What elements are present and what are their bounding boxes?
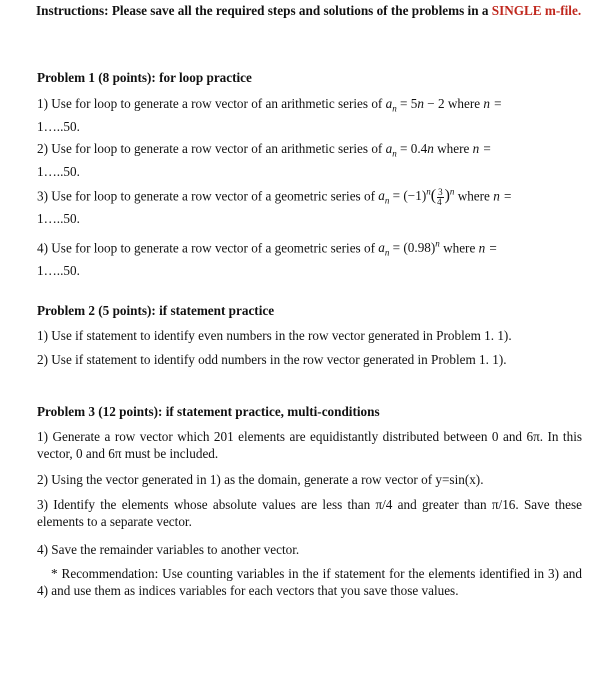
problem1-item-1-formula: $a_n = 5n - 2$ (385, 96, 445, 114)
problem1-item-1-range-var: n = (483, 96, 503, 111)
problem1-item-2-range-var: n = (472, 141, 492, 156)
problem1-item-2-formula: $a_n = 0.4n$ (385, 141, 434, 159)
problem1-item-3 (37, 184, 582, 227)
problem3-item-2: 2) Using the vector generated in 1) as the domain, generate a row vector of y=sin(x). (37, 472, 484, 487)
problem1-item-2-range: 1…..50. (37, 163, 80, 179)
problem1-item-4 (37, 236, 582, 279)
problem1-item-2-text: 2) Use for loop to generate a row vector of an arithmetic series of (37, 141, 383, 156)
problem1-item-2 (37, 140, 582, 180)
problem1-item-3-range: 1…..50. (37, 211, 80, 227)
problem3-recommendation: * Recommendation: Use counting variables in the if statement for the elements identified in 3) and 4) and use them as indices variables for each vectors that you save those values. (37, 566, 582, 598)
problem1-item-3-text: 3) Use for loop to generate a row vector of a geometric series of (37, 188, 375, 204)
problem1-item-1-range: 1…..50. (37, 118, 80, 134)
problem1-item-4-range: 1…..50. (37, 263, 80, 279)
problem1-item-1-where: where (447, 96, 481, 111)
problem1-item-1 (37, 95, 582, 135)
problem2-heading: Problem 2 (5 points): if statement practice (37, 303, 275, 318)
problem1-item-3-formula: $a_n = (-1)^n$( $\frac{3}{4}$ )$^n$ (378, 186, 455, 207)
problem2-item-2: 2) Use if statement to identify odd numbers in the row vector generated in Problem 1. 1). (37, 352, 507, 367)
problem3-item-1: 1) Generate a row vector which 201 elements are equidistantly distributed between 0 and 6π. In this vector, 0 and 6π must be included. (37, 429, 582, 461)
problem1-item-3-range-var: n = (493, 188, 512, 204)
problem1-item-2-where: where (437, 141, 470, 156)
instructions-highlight: SINGLE m-file. (491, 3, 582, 18)
problem1-item-4-where: where (443, 240, 476, 256)
problem1-item-4-formula: $a_n = (0.98)^n$ (378, 239, 440, 259)
problem1-heading: Problem 1 (8 points): for loop practice (37, 70, 252, 85)
problem1-item-4-range-var: n = (478, 240, 498, 256)
problem1-item-3-where: where (457, 188, 490, 204)
problem2-item-1: 1) Use if statement to identify even numbers in the row vector generated in Problem 1. 1). (37, 328, 512, 343)
problem3-item-3: 3) Identify the elements whose absolute values are less than π/4 and greater than π/16. Save these elements to a separate vector. (37, 497, 582, 529)
problem3-item-4: 4) Save the remainder variables to another vector. (37, 542, 300, 557)
problem1-item-4-text: 4) Use for loop to generate a row vector of a geometric series of (37, 240, 375, 256)
problem1-item-1-text: 1) Use for loop to generate a row vector of an arithmetic series of (37, 96, 383, 111)
problem3-heading: Problem 3 (12 points): if statement practice, multi-conditions (37, 404, 380, 419)
instructions (36, 2, 584, 20)
instructions-prefix: Instructions: Please save all the required steps and solutions of the problems in a (36, 3, 492, 18)
